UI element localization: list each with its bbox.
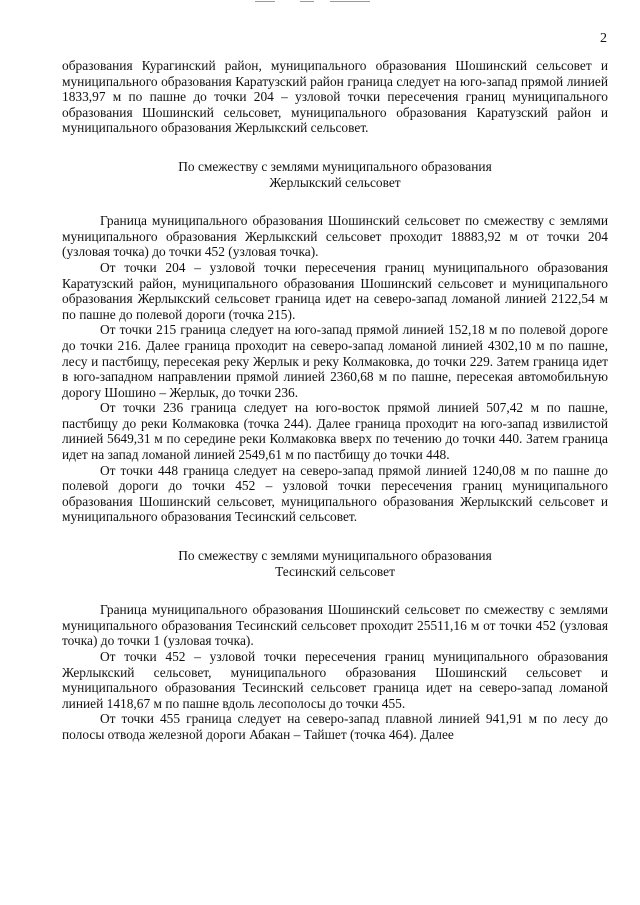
paragraph: От точки 448 граница следует на северо-запад прямой линией 1240,08 м по пашне до полевой дороги до точки 452 – узловой точки пересечения границ муниципального образования Шошинский сельсовет, муниципального образования Жерлыкский сельсовет и муниципального образования Тесинский сельсовет. [62, 462, 608, 525]
paragraph: От точки 455 граница следует на северо-запад плавной линией 941,91 м по лесу до полосы отвода железной дороги Абакан – Тайшет (точка 464). Далее [62, 711, 608, 742]
section-heading-line: По смежеству с землями муниципального образования [178, 158, 492, 174]
paragraph: От точки 215 граница следует на юго-запад прямой линией 152,18 м по полевой дороге до точки 216. Далее граница проходит на северо-запад ломаной линией 4302,10 м по пашне, лесу и пастбищу, пересекая реку Жерлык и реку Колмаковка, до точки 229. Затем граница идет в юго-западном направлении прямой линией 2360,68 м по пашне, пересекая автомобильную дорогу Шошино – Жерлык, до точки 236. [62, 322, 608, 400]
section-heading-zherlyk [62, 159, 608, 190]
paragraph: Граница муниципального образования Шошинский сельсовет по смежеству с землями муниципального образования Тесинский сельсовет проходит 25511,16 м от точки 452 (узловая точка) до точки 1 (узловая точка). [62, 602, 608, 649]
document-body [62, 58, 608, 743]
page-number: 2 [600, 31, 607, 46]
scan-edge-marks [0, 0, 640, 4]
paragraph: Граница муниципального образования Шошинский сельсовет по смежеству с землями муниципального образования Жерлыкский сельсовет проходит 18883,92 м от точки 204 (узловая точка) до точки 452 (узловая точка). [62, 213, 608, 260]
paragraph-continuation: образования Курагинский район, муниципального образования Шошинский сельсовет и муниципального образования Каратузский район граница следует на юго-запад прямой линией 1833,97 м по пашне до точки 204 – узловой точки пересечения границ муниципального образования Шошинский сельсовет, муниципального образования Каратузский район и муниципального образования Жерлыкский сельсовет. [62, 58, 608, 136]
section-heading-line: Жерлыкский сельсовет [269, 174, 401, 190]
section-heading-tesinsky [62, 548, 608, 579]
paragraph: От точки 204 – узловой точки пересечения границ муниципального образования Каратузский район, муниципального образования Шошинский сельсовет и муниципального образования Жерлыкский сельсовет граница идет на северо-запад ломаной линией 2122,54 м по пашне до полевой дороги (точка 215). [62, 259, 608, 322]
section-heading-line: Тесинский сельсовет [275, 563, 395, 579]
paragraph: От точки 236 граница следует на юго-восток прямой линией 507,42 м по пашне, пастбищу до реки Колмаковка (точка 244). Далее граница проходит на юго-запад извилистой линией 5649,31 м по середине реки Колмаковка вверх по течению до точки 440. Затем граница идет на запад ломаной линией 2549,61 м по пастбищу до точки 448. [62, 400, 608, 463]
paragraph: От точки 452 – узловой точки пересечения границ муниципального образования Жерлыкский сельсовет, муниципального образования Шошинский сельсовет и муниципального образования Тесинский сельсовет граница идет на северо-запад ломаной линией 1418,67 м по пашне вдоль лесополосы до точки 455. [62, 649, 608, 711]
section-heading-line: По смежеству с землями муниципального образования [178, 548, 492, 564]
